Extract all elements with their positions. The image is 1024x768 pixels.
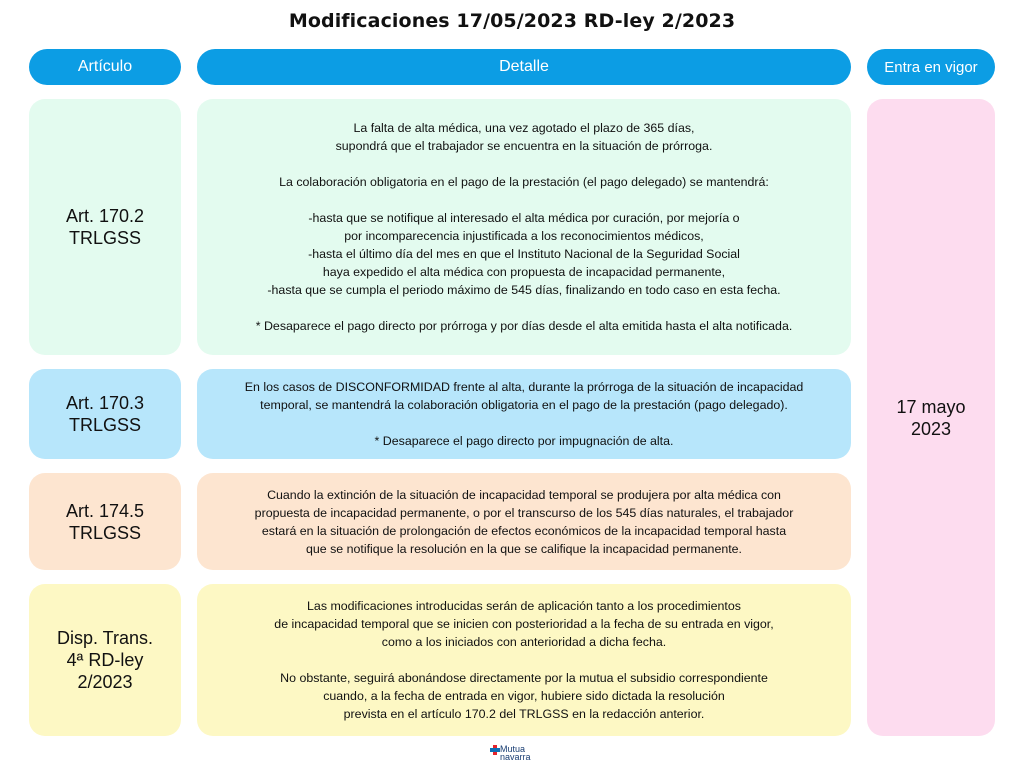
header-articulo: Artículo [29, 49, 181, 85]
detalle-cell-170-3 [197, 369, 851, 459]
detalle-text: La falta de alta médica, una vez agotado el plazo de 365 días, supondrá que el trabajador se encuentra en la situación de prórroga. La colaboración obligatoria en el pago de la prestación (el pago delegado) se mantendrá: -hasta que se notifique al interesado el alta médica por curación, por mejoría o por incomparecencia injustificada a los reconocimientos médicos, -hasta el último día del mes en que el Instituto Nacional de la Seguridad Social haya expedido el alta médica con propuesta de incapacidad permanente, -hasta que se cumpla el periodo máximo de 545 días, finalizando en todo caso en esta fecha. * Desaparece el pago directo por prórroga y por días desde el alta emitida hasta el alta notificada. [255, 121, 793, 333]
detalle-cell-174-5 [197, 473, 851, 570]
logo-text: Mutua navarra [500, 744, 531, 762]
detalle-cell-disp-trans [197, 584, 851, 736]
articulo-label: Art. 174.5 TRLGSS [65, 500, 145, 543]
header-detalle: Detalle [197, 49, 851, 85]
page-title: Modificaciones 17/05/2023 RD-ley 2/2023 [288, 10, 736, 32]
articulo-cell-170-3 [29, 369, 181, 459]
vigor-cell [867, 99, 995, 736]
articulo-cell-174-5 [29, 473, 181, 570]
articulo-cell-170-2 [29, 99, 181, 355]
detalle-text: Las modificaciones introducidas serán de aplicación tanto a los procedimientos de incapacidad temporal que se inicien con posterioridad a la fecha de su entrada en vigor, como a los iniciados con anterioridad a dicha fecha. No obstante, seguirá abonándose directamente por la mutua el subsidio correspondiente cuando, a la fecha de entrada en vigor, hubiere sido dictada la resolución prevista en el artículo 170.2 del TRLGSS en la redacción anterior. [274, 599, 774, 721]
articulo-label: Art. 170.3 TRLGSS [65, 393, 145, 435]
header-entra-en-vigor: Entra en vigor [867, 49, 995, 85]
articulo-label: Disp. Trans. 4ª RD-ley 2/2023 [56, 628, 154, 692]
vigor-date: 17 mayo 2023 [896, 396, 966, 439]
articulo-label: Art. 170.2 TRLGSS [65, 206, 145, 248]
detalle-text: En los casos de DISCONFORMIDAD frente al alta, durante la prórroga de la situación de incapacidad temporal, se mantendrá la colaboración obligatoria en el pago de la prestación (pago delegado). * Desaparece el pago directo por impugnación de alta. [244, 380, 804, 448]
mutua-navarra-logo [490, 742, 550, 766]
detalle-cell-170-2 [197, 99, 851, 355]
articulo-cell-disp-trans [29, 584, 181, 736]
detalle-text: Cuando la extinción de la situación de incapacidad temporal se produjera por alta médica con propuesta de incapacidad permanente, o por el transcurso de los 545 días naturales, el trabajador estará en la situación de prolongación de efectos económicos de la incapacidad temporal hasta que se notifique la resolución en la que se califique la incapacidad permanente. [254, 487, 794, 556]
cross-logo-icon [490, 745, 500, 755]
